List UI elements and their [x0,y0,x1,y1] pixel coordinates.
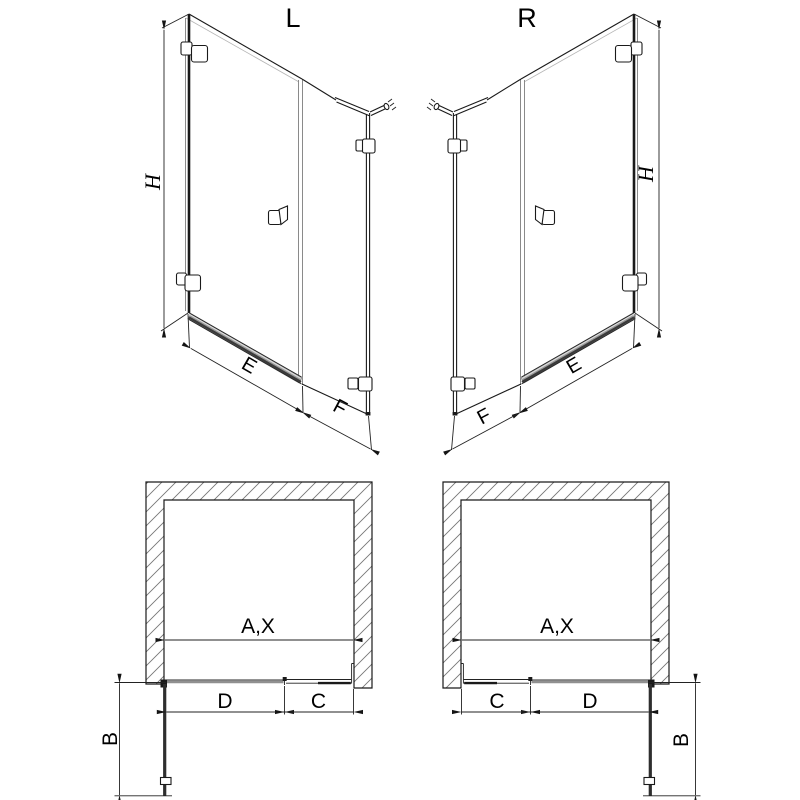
panel-span-label-left: C [310,690,327,713]
open-door-depth-label-right: B [670,732,693,748]
door-width-label-right: E [562,352,586,379]
panel-width-label-right: F [473,404,495,430]
door-span-label-right: D [582,690,598,713]
wall-hatching-left [146,482,372,688]
perspective-view-left [161,14,396,450]
view-title-left: L [285,3,301,33]
opening-width-label-left: A,X [241,615,275,638]
door-width-label-left: E [237,352,261,379]
perspective-view-right [427,14,662,450]
wall-hatching-right [443,482,669,688]
height-label-right: H [633,166,658,182]
height-label-left: H [140,174,165,190]
door-span-label-left: D [217,690,233,713]
open-door-depth-label-left: B [99,731,122,747]
opening-width-label-right: A,X [540,615,574,638]
panel-span-label-right: C [489,690,505,713]
panel-width-label-left: F [329,395,351,421]
view-title-right: R [517,3,537,33]
